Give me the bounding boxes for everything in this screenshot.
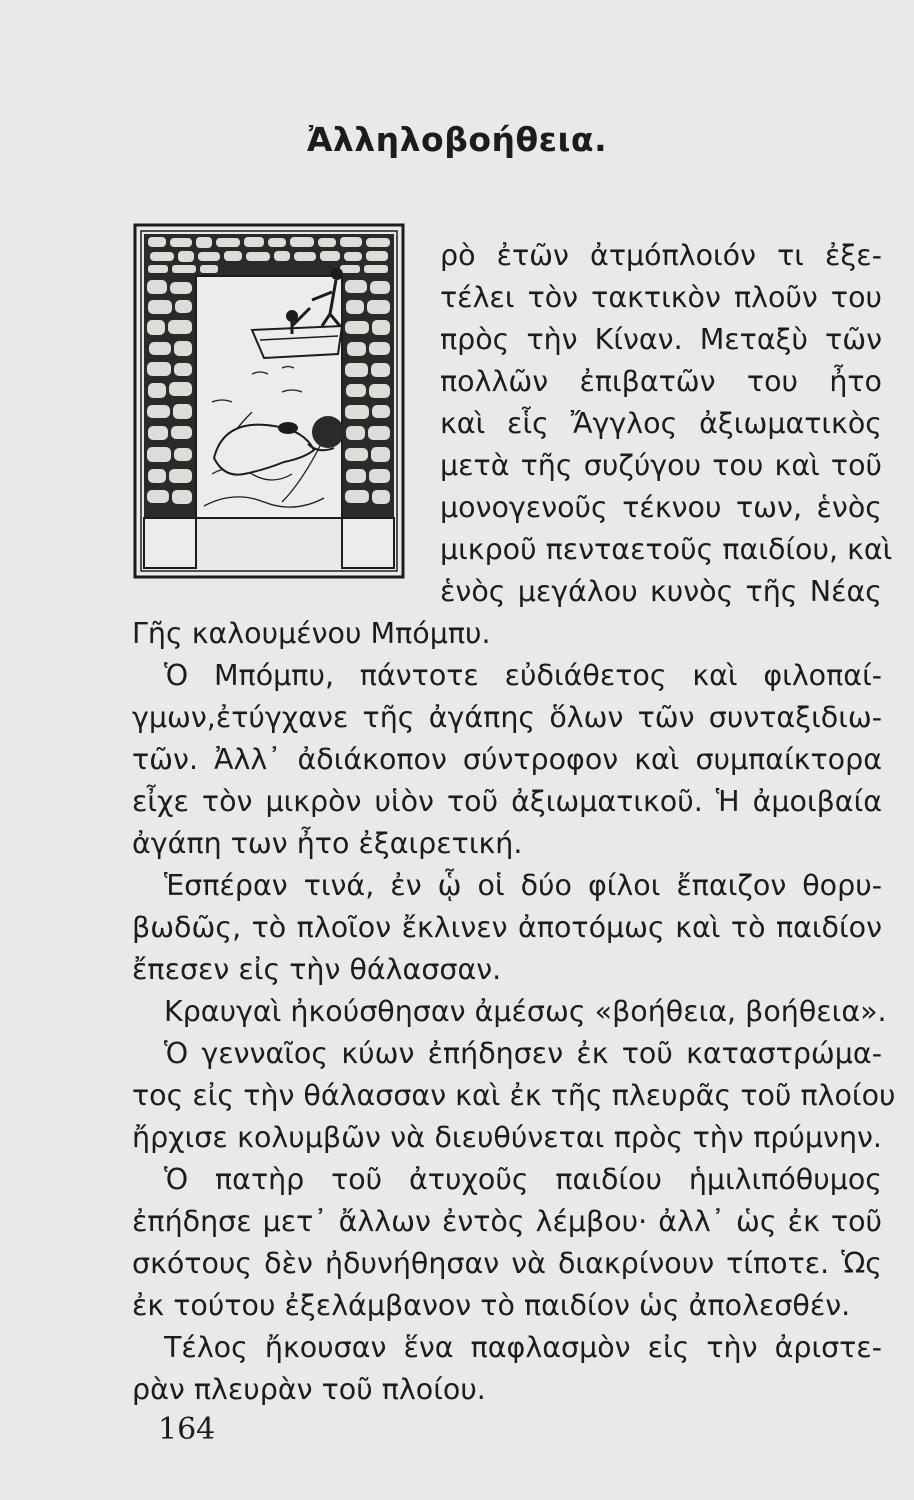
text-line: ἔπεσεν εἰς τὴν θάλασσαν. — [132, 953, 502, 986]
text-line: ἀγάπη των ἦτο ἐξαιρετική. — [132, 827, 523, 860]
text-line: Ὁ γενναῖος κύων ἐπήδησεν ἐκ τοῦ καταστρώμα- — [164, 1037, 882, 1070]
text-line: μονογενοῦς τέκνου των, ἑνὸς — [440, 491, 882, 524]
text-line: Ὁ Μπόμπυ, πάντοτε εὐδιάθετος καὶ φιλοπαί- — [164, 659, 882, 692]
text-line: πολλῶν ἐπιβατῶν του ἦτο — [440, 365, 882, 398]
text-line: Ὁ πατὴρ τοῦ ἀτυχοῦς παιδίου ἡμιλιπόθυμος — [164, 1163, 882, 1196]
page-number: 164 — [158, 1412, 216, 1447]
text-line: ἤρχισε κολυμβῶν νὰ διευθύνεται πρὸς τὴν πρύμνην. — [132, 1121, 882, 1154]
text-line: ἐπήδησε μετ᾿ ἄλλων ἐντὸς λέμβου· ἀλλ᾿ ὡς ἐκ τοῦ — [132, 1205, 882, 1238]
text-line: τῶν. Ἀλλ᾿ ἀδιάκοπον σύντροφον καὶ συμπαίκτορα — [132, 743, 882, 776]
text-line: τέλει τὸν τακτικὸν πλοῦν του — [440, 281, 882, 314]
text-line: εἶχε τὸν μικρὸν υἱὸν τοῦ ἀξιωματικοῦ. Ἡ ἀμοιβαία — [132, 785, 882, 818]
text-line: μικροῦ πενταετοῦς παιδίου, καὶ — [440, 533, 893, 566]
text-line: πρὸς τὴν Κίναν. Μεταξὺ τῶν — [440, 323, 882, 356]
text-line: Ἑσπέραν τινά, ἐν ᾧ οἱ δύο φίλοι ἔπαιζον θορυ- — [164, 869, 882, 902]
text-line: βωδῶς, τὸ πλοῖον ἔκλινεν ἀποτόμως καὶ τὸ παιδίον — [132, 911, 882, 944]
text-line: μετὰ τῆς συζύγου του καὶ τοῦ — [440, 449, 882, 482]
text-line: Κραυγαὶ ἠκούσθησαν ἀμέσως «βοήθεια, βοήθεια». — [164, 995, 887, 1028]
text-line: γμων,ἐτύγχανε τῆς ἀγάπης ὅλων τῶν συνταξιδιω- — [132, 701, 882, 734]
text-line: τος εἰς τὴν θάλασσαν καὶ ἐκ τῆς πλευρᾶς τοῦ πλοίου — [132, 1079, 896, 1112]
text-line: καὶ εἷς Ἄγγλος ἀξιωματικὸς — [440, 407, 882, 440]
drop-cap-illustration-icon — [132, 222, 406, 580]
text-line: Γῆς καλουμένου Μπόμπυ. — [132, 617, 491, 650]
text-line: ἑνὸς μεγάλου κυνὸς τῆς Νέας — [440, 575, 882, 608]
text-line: Τέλος ἤκουσαν ἕνα παφλασμὸν εἰς τὴν ἀριστε- — [164, 1331, 882, 1364]
text-line: ἐκ τούτου ἐξελάμβανον τὸ παιδίον ὡς ἀπολεσθέν. — [132, 1289, 851, 1322]
chapter-title: Ἀλληλοβοήθεια. — [306, 120, 608, 159]
text-line: ρὸ ἐτῶν ἀτμόπλοιόν τι ἐξε- — [440, 239, 882, 272]
text-line: σκότους δὲν ἠδυνήθησαν νὰ διακρίνουν τίποτε. Ὡς — [132, 1247, 882, 1280]
text-line: ρὰν πλευρὰν τοῦ πλοίου. — [132, 1373, 486, 1406]
